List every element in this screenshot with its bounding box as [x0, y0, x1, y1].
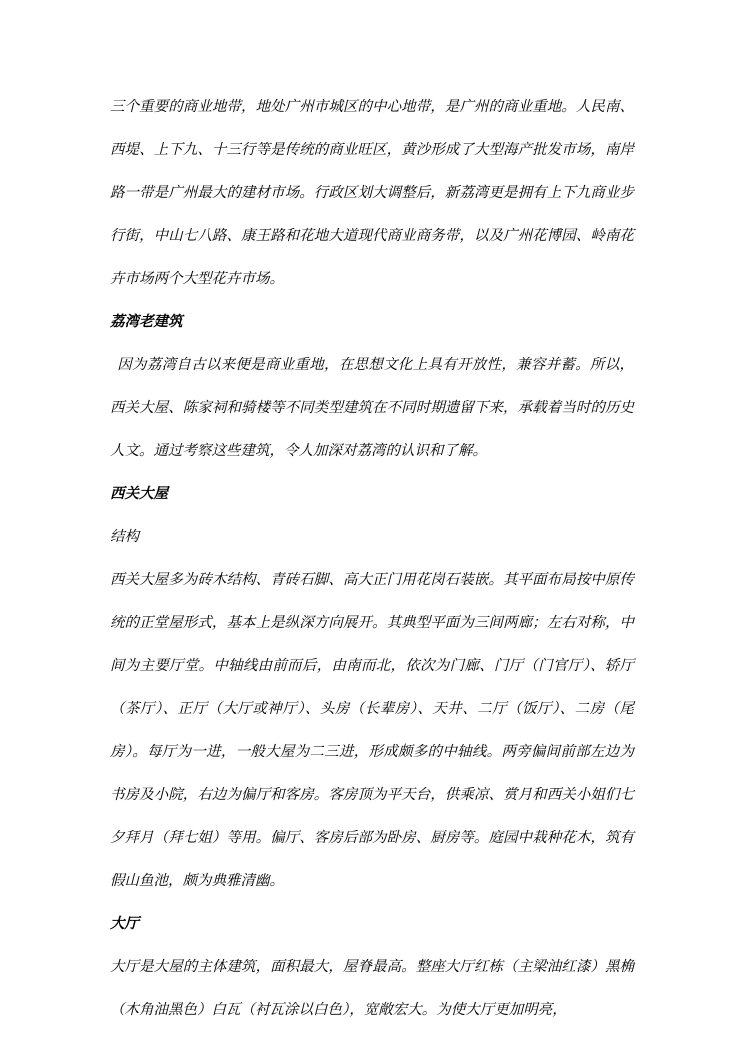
- paragraph-main-hall-detail: 大厅是大屋的主体建筑，面积最大，屋脊最高。整座大厅红栋（主梁油红漆）黑桷（木角油黑色）白瓦（衬瓦涂以白色），宽敞宏大。为使大厅更加明亮，: [110, 959, 634, 1018]
- subheading-structure: 结构: [110, 529, 139, 545]
- paragraph-liwan-culture: 因为荔湾自古以来便是商业重地，在思想文化上具有开放性，兼容并蓄。所以，西关大屋、陈家祠和骑楼等不同类型建筑在不同时期遗留下来，承载着当时的历史人文。通过考察这些建筑，令人加深对荔湾的认识和了解。: [110, 357, 634, 459]
- paragraph-commercial-zones: 三个重要的商业地带，地处广州市城区的中心地带，是广州的商业重地。人民南、西堤、上下九、十三行等是传统的商业旺区，黄沙形成了大型海产批发市场，南岸路一带是广州最大的建材市场。行政区划大调整后，新荔湾更是拥有上下九商业步行街，中山七八路、康王路和花地大道现代商业商务带，以及广州花博园、岭南花卉市场两个大型花卉市场。: [110, 99, 634, 287]
- heading-xiguan-mansion: 西关大屋: [110, 486, 168, 502]
- paragraph-structure-detail: 西关大屋多为砖木结构、青砖石脚、高大正门用花岗石装嵌。其平面布局按中原传统的正堂屋形式，基本上是纵深方向展开。其典型平面为三间两廊；左右对称，中间为主要厅堂。中轴线由前而后，由南而北，依次为门廊、门厅（门官厅）、轿厅（茶厅）、正厅（大厅或神厅）、头房（长辈房）、天井、二厅（饭厅）、二房（尾房）。每厅为一进，一般大屋为二三进，形成颇多的中轴线。两旁偏间前部左边为书房及小院，右边为偏厅和客房。客房顶为平天台，供乘凉、赏月和西关小姐们七夕拜月（拜七姐）等用。偏厅、客房后部为卧房、厨房等。庭园中栽种花木，筑有假山鱼池，颇为典雅清幽。: [110, 572, 634, 889]
- heading-liwan-old-buildings: 荔湾老建筑: [110, 314, 183, 330]
- heading-main-hall: 大厅: [110, 916, 139, 932]
